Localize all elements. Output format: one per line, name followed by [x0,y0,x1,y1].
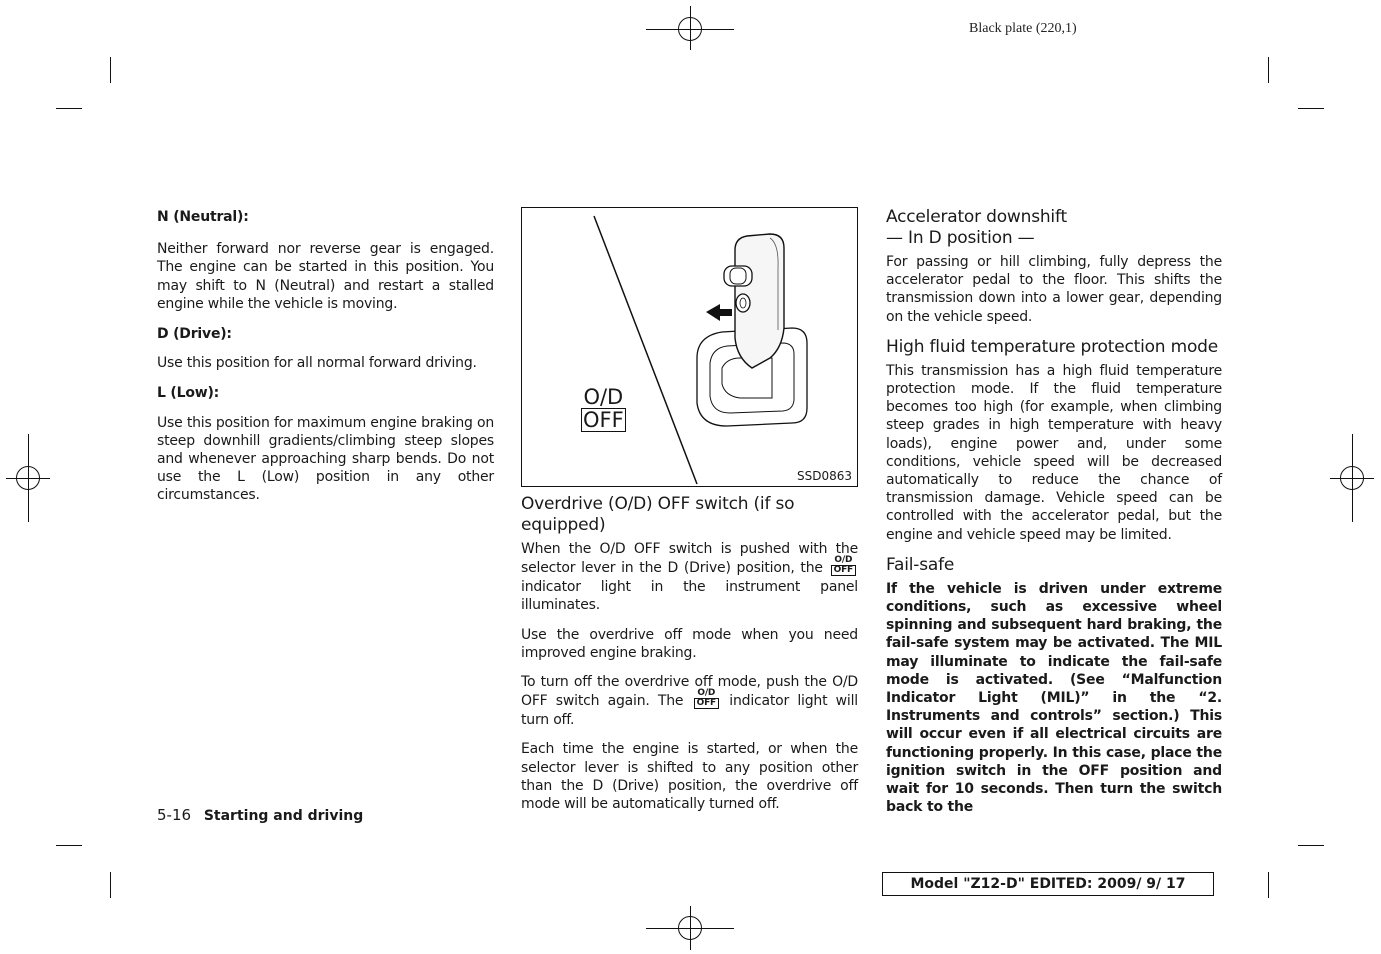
off-icon-label: OFF [694,698,719,709]
drive-heading: D (Drive): [157,326,232,343]
overdrive-para-3-end: indicator light will turn off. [521,693,858,729]
column-gear-positions [157,208,494,505]
drive-text: Use this position for all normal forward driving. [157,355,477,372]
od-off-indicator-icon [694,689,719,709]
fluid-temp-title: High fluid temperature protection mode [886,336,1218,357]
fail-safe-text: If the vehicle is driven under extreme conditions, such as excessive wheel spinning and subsequent hard braking, the fail-safe system may be activated. The MIL may illuminate to indicate the fail-safe mode is activated. (See “Malfunction Indicator Light (MIL)” in the “2. Instruments and controls” section.) This will occur even if all electrical circuits are functioning properly. In this case, place the ignition switch in the OFF position and wait for 10 seconds. Then turn the switch back to the [886,580,1222,816]
column-transmission-modes [886,207,1222,816]
downshift-text: For passing or hill climbing, fully depress the accelerator pedal to the floor. This shifts the transmission down into a lower gear, depending on the vehicle speed. [886,254,1222,325]
od-off-label [581,386,626,432]
downshift-title: Accelerator downshift [886,207,1067,227]
column-overdrive [521,494,858,813]
selector-lever-figure [521,207,858,487]
od-icon-label: O/D [834,555,853,566]
od-label: O/D [583,385,624,409]
overdrive-para-1 [521,540,858,615]
overdrive-para-1-end: indicator light in the instrument panel illuminates. [521,579,858,614]
plate-label: Black plate (220,1) [969,21,1077,36]
off-label: OFF [583,408,624,432]
overdrive-title: Overdrive (O/D) OFF switch (if so equipped) [521,494,795,535]
neutral-text: Neither forward nor reverse gear is engaged. The engine can be started in this position. You may shift to N (Neutral) and restart a stalled engine while the vehicle is moving. [157,241,494,312]
off-icon-label: OFF [831,565,856,576]
selector-lever-illustration [522,208,857,486]
overdrive-para-2: Use the overdrive off mode when you need improved engine braking. [521,626,858,661]
overdrive-para-3 [521,673,858,729]
overdrive-para-1-start: When the O/D OFF switch is pushed with the selector lever in the D (Drive) position, the [521,541,858,577]
od-off-indicator-icon [831,556,856,576]
neutral-heading: N (Neutral): [157,209,249,225]
fluid-temp-text: This transmission has a high fluid temperature protection mode. If the fluid temperature becomes too high (for example, when climbing steep grades in high temperature with heavy loads), engine power and, under some conditions, vehicle speed will be decreased automatically to reduce the chance of transmission damage. Vehicle speed can be controlled with the accelerator pedal, but the engine and vehicle speed may be limited. [886,362,1222,543]
figure-code: SSD0863 [796,469,852,483]
section-name: Starting and driving [203,808,364,824]
page-number: 5-16 [157,806,192,824]
overdrive-para-4: Each time the engine is started, or when the selector lever is shifted to any position other than the D (Drive) position, the overdrive off mode will be automatically turned off. [521,741,858,813]
low-heading: L (Low): [157,385,220,402]
page-footer [157,806,363,824]
downshift-subtitle: — In D position — [886,228,1035,248]
overdrive-para-3-start: To turn off the overdrive off mode, push the O/D OFF switch again. The [521,674,858,710]
fail-safe-title: Fail-safe [886,554,955,575]
od-icon-label: O/D [697,688,716,699]
model-edited-box: Model "Z12-D" EDITED: 2009/ 9/ 17 [882,872,1214,896]
low-text: Use this position for maximum engine braking on steep downhill gradients/climbing steep slopes and whenever approaching sharp bends. Do not use the L (Low) position in any other circumstances. [157,414,494,504]
